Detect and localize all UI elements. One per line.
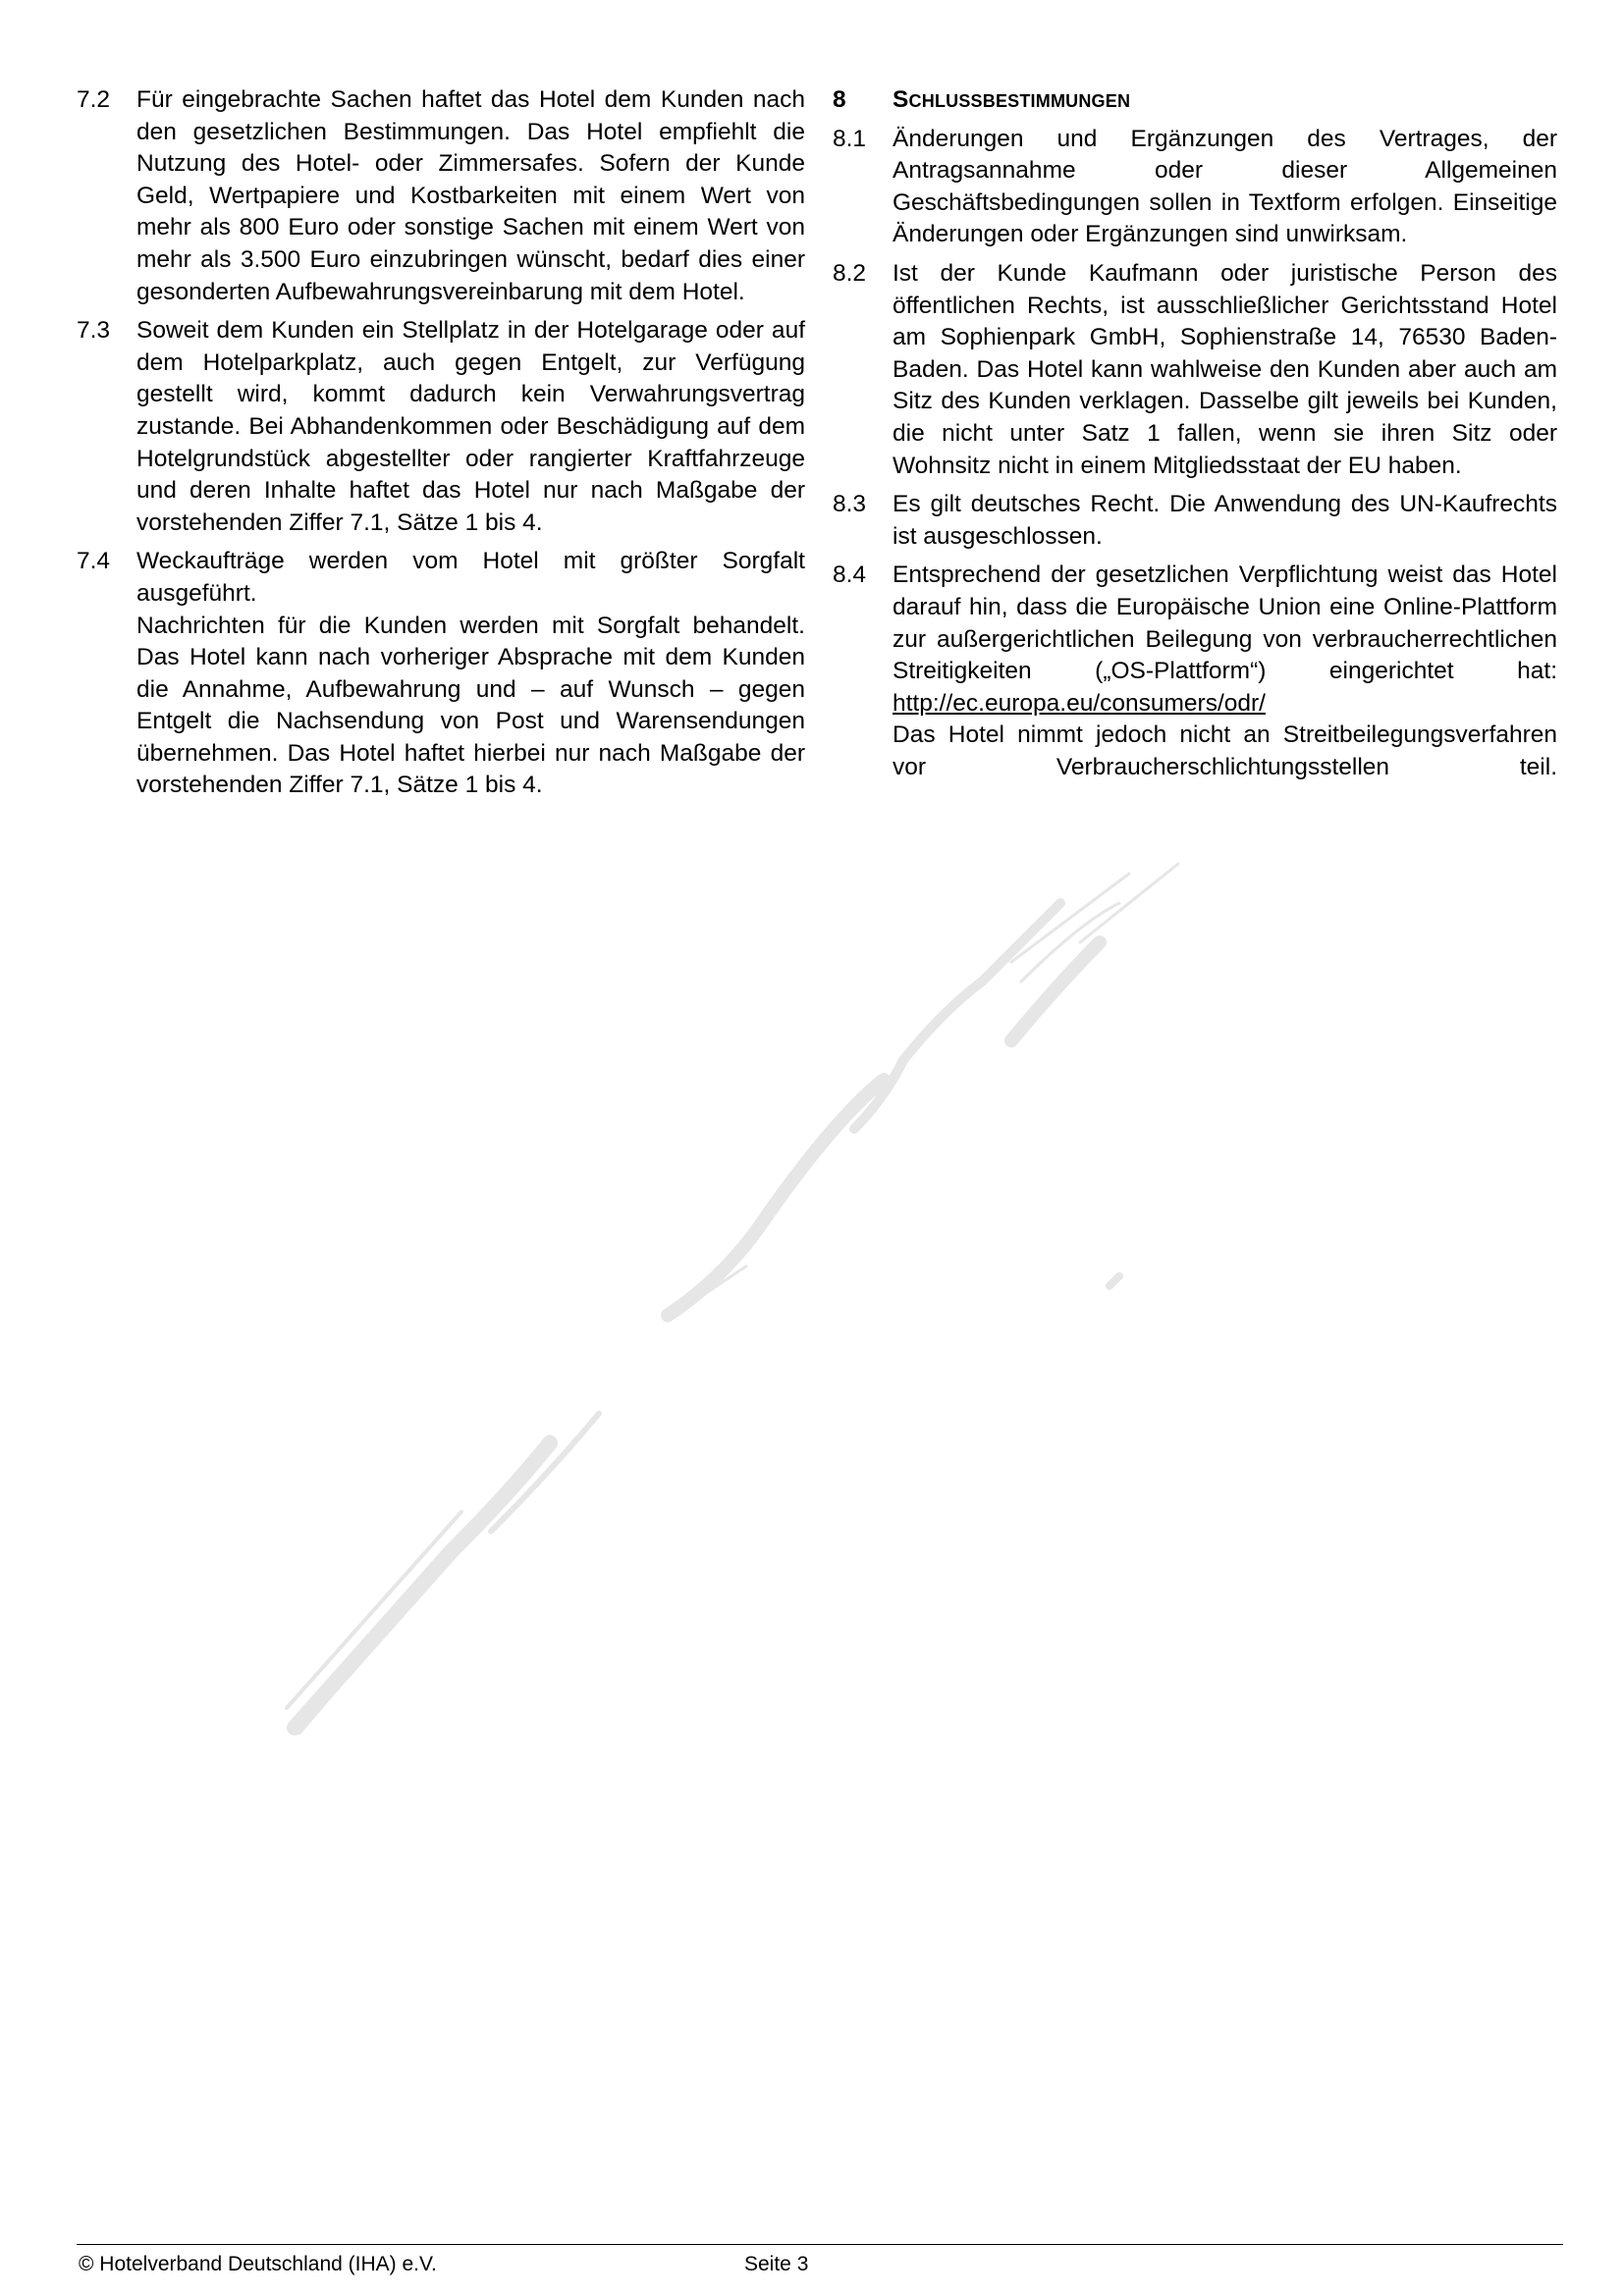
right-column [833,84,1557,790]
page-footer [77,2244,1563,2275]
clause-number: 7.2 [77,86,111,113]
clause-text: Entsprechend der gesetzlichen Verpflichtung weist das Hotel darauf hin, dass die Europäische Union eine Online-Plattform zur außergerichtlichen Beilegung von verbraucherrechtlichen Streitigkeiten („OS-Plattform“) eingerichtet hat: http://ec.europa.eu/consumers/odr/ [893,561,1557,717]
clause-text: Ist der Kunde Kaufmann oder juristische Person des öffentlichen Rechts, ist ausschließlicher Gerichtsstand Hotel am Sophienpark GmbH, Sophienstraße 14, 76530 Baden-Baden. Das Hotel kann wahlweise den Kunden aber auch am Sitz des Kunden verklagen. Dasselbe gilt jeweils bei Kunden, die nicht unter Satz 1 fallen, wenn sie ihren Sitz oder Wohnsitz nicht in einem Mitgliedsstaat der EU haben. [893,259,1557,479]
clause-number: 8.3 [833,491,867,518]
clause-number: 8.2 [833,259,867,287]
clause-7-2 [77,84,805,308]
clause-text: Für eingebrachte Sachen haftet das Hotel dem Kunden nach den gesetzlichen Bestimmungen. Das Hotel empfiehlt die Nutzung des Hotel- oder Zimmersafes. Sofern der Kunde Geld, Wertpapiere und Kostbarkeiten mit einem Wert von mehr als 800 Euro oder sonstige Sachen mit einem Wert von mehr als 3.500 Euro einzubringen wünscht, bedarf dies einer gesonderten Aufbewahrungsvereinbarung mit dem Hotel. [136,86,805,305]
clause-text: Nachrichten für die Kunden werden mit Sorgfalt behandelt. Das Hotel kann nach vorheriger Absprache mit dem Kunden die Annahme, Aufbewahrung und – auf Wunsch – gegen Entgelt die Nachsendung von Post und Warensendungen übernehmen. Das Hotel haftet hierbei nur nach Maßgabe der vorstehenden Ziffer 7.1, Sätze 1 bis 4. [136,612,805,799]
clause-number: 7.4 [77,548,111,575]
left-column [77,84,805,809]
section-title: SCHLUSSBESTIMMUNGEN [893,86,1131,113]
clause-8-1 [833,124,1557,251]
clause-number: 8.4 [833,561,867,589]
clause-number: 7.3 [77,317,111,345]
footer-page-number: Seite 3 [744,2253,809,2275]
clause-number: 8.1 [833,125,867,152]
odr-link[interactable]: http://ec.europa.eu/consumers/odr/ [893,689,1266,717]
clause-text: Weckaufträge werden vom Hotel mit größter Sorgfalt ausgeführt. [136,548,805,607]
clause-7-3 [77,315,805,539]
clause-text: Es gilt deutsches Recht. Die Anwendung des UN-Kaufrechts ist ausgeschlossen. [893,491,1557,550]
clause-8-2 [833,258,1557,482]
clause-text: Änderungen und Ergänzungen des Vertrages, der Antragsannahme oder dieser Allgemeinen Geschäftsbedingungen sollen in Textform erfolgen. Einseitige Änderungen oder Ergänzungen sind unwirksam. [893,125,1557,248]
clause-text: Soweit dem Kunden ein Stellplatz in der Hotelgarage oder auf dem Hotelparkplatz, auch gegen Entgelt, zur Verfügung gestellt wird, kommt dadurch kein Verwahrungsvertrag zustande. Bei Abhandenkommen oder Beschädigung auf dem Hotelgrundstück abgestellter oder rangierter Kraftfahrzeuge und deren Inhalte haftet das Hotel nur nach Maßgabe der vorstehenden Ziffer 7.1, Sätze 1 bis 4. [136,317,805,536]
clause-7-4 [77,546,805,802]
footer-copyright: © Hotelverband Deutschland (IHA) e.V. [79,2253,437,2275]
clause-8-3 [833,489,1557,553]
section-number: 8 [833,86,846,113]
section-heading [833,84,1557,118]
clause-text: Das Hotel nimmt jedoch nicht an Streitbeilegungsverfahren vor Verbraucherschlichtungsstellen teil. [893,721,1557,780]
clause-8-4 [833,560,1557,783]
